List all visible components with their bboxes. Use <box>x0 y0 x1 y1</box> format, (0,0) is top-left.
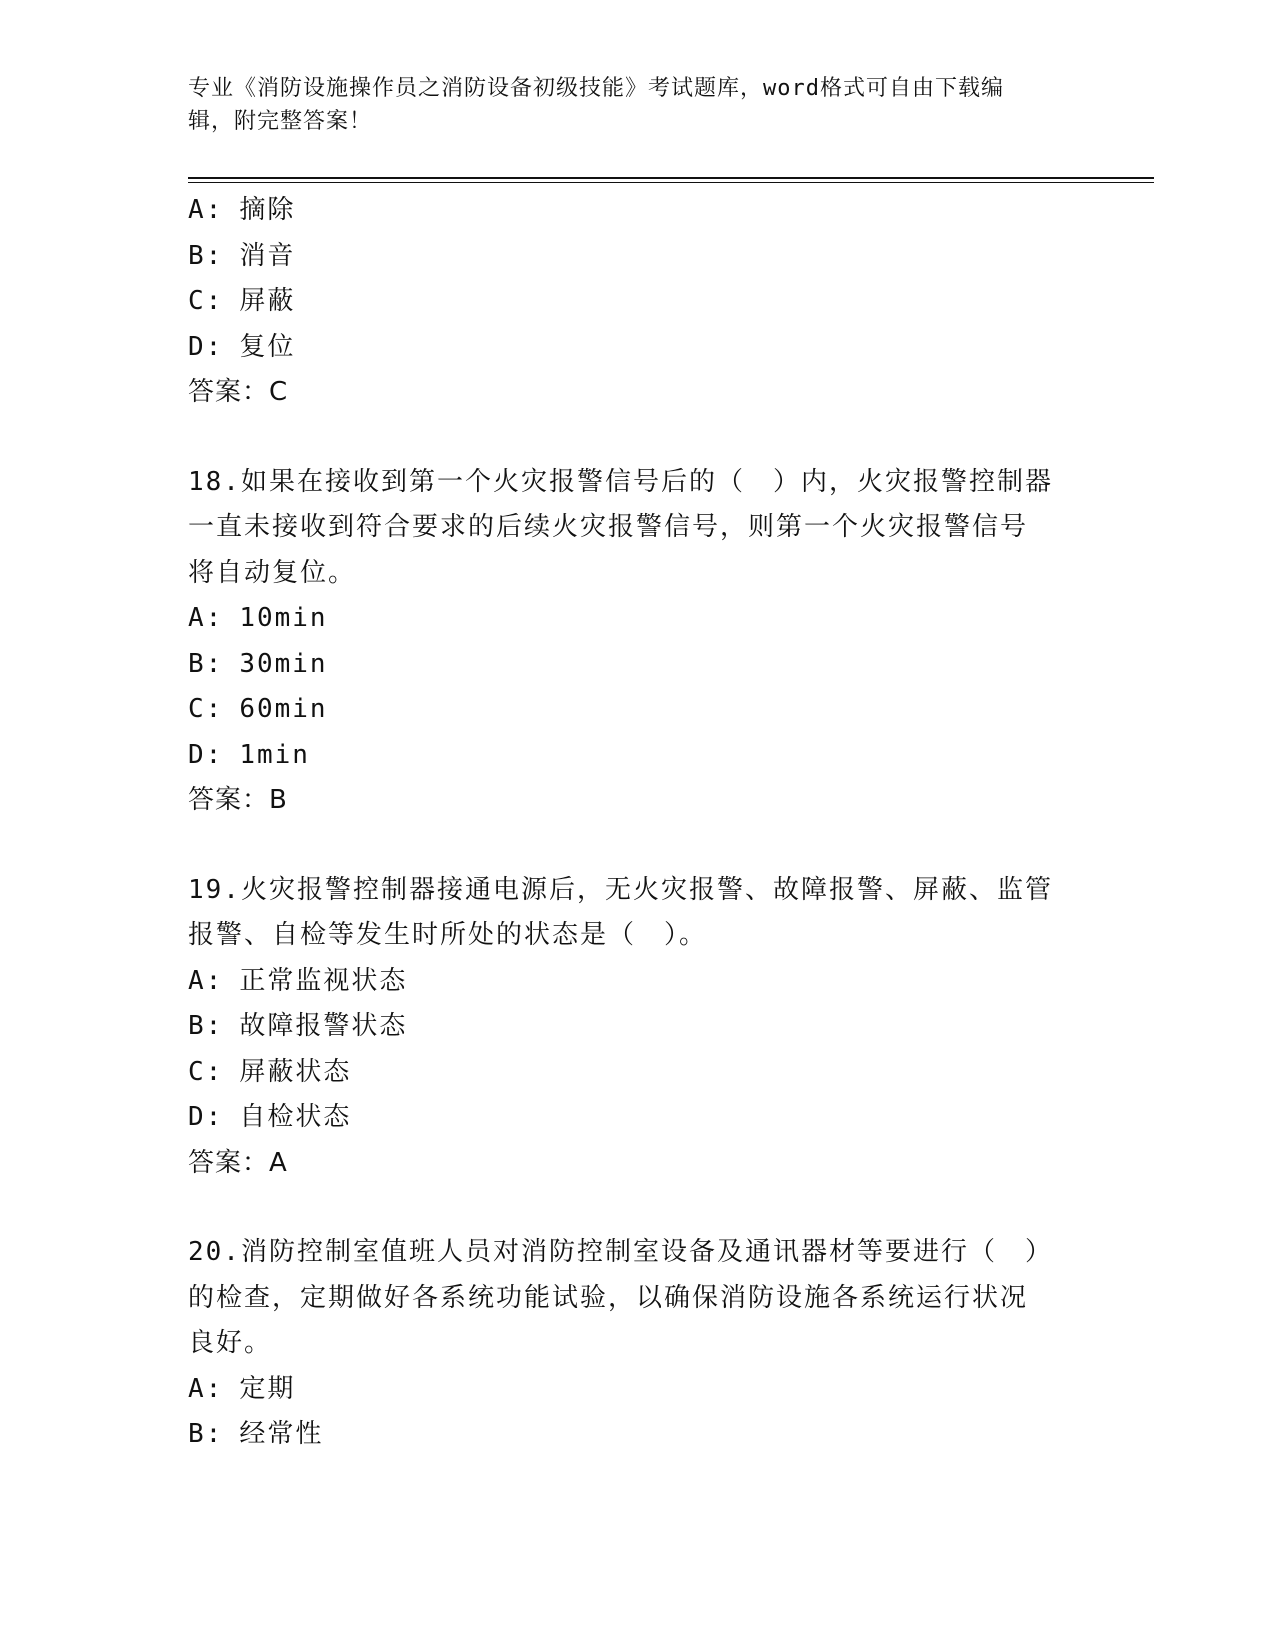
option-text: 30min <box>239 648 328 679</box>
option-text: 屏蔽状态 <box>239 1056 352 1087</box>
option-d <box>188 325 1088 371</box>
option-b <box>188 642 1088 688</box>
header-line-2: 辑，附完整答案！ <box>188 109 373 134</box>
option-a <box>188 959 1088 1005</box>
option-text: 故障报警状态 <box>239 1011 408 1041</box>
option-label: C: <box>188 286 224 316</box>
option-c <box>188 687 1088 733</box>
spacer <box>188 1186 1088 1230</box>
option-text: 正常监视状态 <box>239 965 408 996</box>
option-label: B: <box>188 648 224 679</box>
option-b <box>188 1412 1088 1458</box>
option-a <box>188 1367 1088 1413</box>
header-divider-thick <box>188 177 1154 179</box>
option-a <box>188 596 1088 642</box>
header-divider-thin <box>188 182 1154 183</box>
option-b <box>188 234 1088 280</box>
option-text: 经常性 <box>239 1419 324 1449</box>
option-label: A: <box>188 1373 224 1404</box>
option-label: B: <box>188 1419 224 1449</box>
header-line-1: 专业《消防设施操作员之消防设备初级技能》考试题库，word格式可自由下载编 <box>188 76 1004 101</box>
option-c <box>188 1050 1088 1096</box>
option-label: D: <box>188 739 224 770</box>
question-18-answer: 答案：B <box>188 785 288 815</box>
option-d <box>188 733 1088 779</box>
option-d <box>188 1095 1088 1141</box>
question-18-line-2: 一直未接收到符合要求的后续火灾报警信号，则第一个火灾报警信号 <box>188 512 1029 542</box>
option-label: D: <box>188 331 224 362</box>
question-20 <box>188 1230 1088 1458</box>
option-label: C: <box>188 1056 224 1087</box>
option-text: 摘除 <box>239 195 296 225</box>
question-19-answer: 答案：A <box>188 1147 288 1178</box>
option-text: 定期 <box>239 1373 296 1404</box>
question-17-options <box>188 188 1088 416</box>
question-18-line-1: 18.如果在接收到第一个火灾报警信号后的（ ）内，火灾报警控制器 <box>188 466 1053 497</box>
option-label: B: <box>188 240 224 271</box>
question-20-line-3: 良好。 <box>188 1328 273 1358</box>
question-20-line-2: 的检查，定期做好各系统功能试验，以确保消防设施各系统运行状况 <box>188 1282 1029 1313</box>
option-label: B: <box>188 1011 224 1041</box>
option-label: A: <box>188 195 224 225</box>
question-18 <box>188 460 1088 824</box>
option-text: 10min <box>239 603 328 633</box>
option-a <box>188 188 1088 234</box>
question-list <box>188 188 1088 1458</box>
option-text: 消音 <box>239 240 296 271</box>
question-17-answer: 答案：C <box>188 377 289 407</box>
option-label: D: <box>188 1102 224 1132</box>
option-b <box>188 1004 1088 1050</box>
question-20-line-1: 20.消防控制室值班人员对消防控制室设备及通讯器材等要进行（ ） <box>188 1237 1053 1267</box>
option-text: 复位 <box>239 331 296 362</box>
spacer <box>188 416 1088 460</box>
question-19-line-2: 报警、自检等发生时所处的状态是（ ）。 <box>188 920 708 950</box>
question-19 <box>188 868 1088 1187</box>
option-label: A: <box>188 965 224 996</box>
option-text: 屏蔽 <box>239 286 296 316</box>
spacer <box>188 824 1088 868</box>
page-header <box>188 72 1068 138</box>
option-label: C: <box>188 694 224 724</box>
option-text: 自检状态 <box>239 1102 352 1132</box>
option-text: 1min <box>239 739 310 770</box>
option-label: A: <box>188 603 224 633</box>
question-18-line-3: 将自动复位。 <box>188 557 357 588</box>
question-19-line-1: 19.火灾报警控制器接通电源后，无火灾报警、故障报警、屏蔽、监管 <box>188 874 1053 905</box>
option-c <box>188 279 1088 325</box>
option-text: 60min <box>239 694 328 724</box>
